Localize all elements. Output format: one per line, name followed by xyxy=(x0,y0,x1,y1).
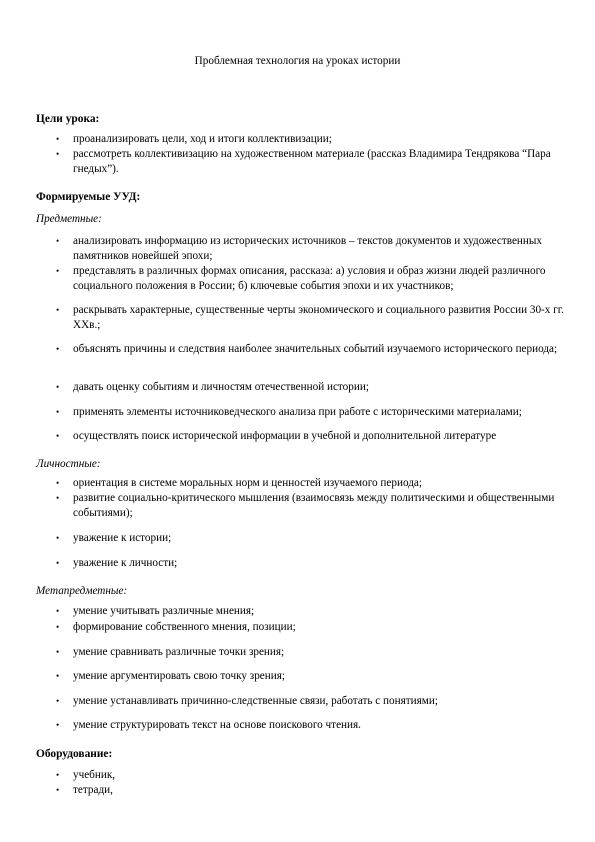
bullet-icon: • xyxy=(56,770,60,780)
bullet-icon: • xyxy=(56,533,60,543)
personal-item: уважение к личности; xyxy=(73,557,178,569)
bullet-icon: • xyxy=(56,236,60,246)
subject-item: анализировать информацию из исторических источников – текстов документов и художественных памятников новейшей эпохи; xyxy=(73,235,543,262)
personal-item: развитие социально-критического мышления (взаимосвязь между политическими и общественными событиями); xyxy=(73,492,555,519)
bullet-icon: • xyxy=(56,344,60,354)
bullet-icon: • xyxy=(56,622,60,632)
bullet-icon: • xyxy=(56,478,60,488)
equipment-item: тетради, xyxy=(73,784,113,796)
bullet-icon: • xyxy=(56,407,60,417)
bullet-icon: • xyxy=(56,382,60,392)
meta-item: формирование собственного мнения, позиции; xyxy=(73,621,296,633)
goals-heading: Цели урока: xyxy=(36,113,100,125)
bullet-icon: • xyxy=(56,305,60,315)
bullet-icon: • xyxy=(56,647,60,657)
goals-item: рассмотреть коллективизацию на художественном материале (рассказ Владимира Тендрякова “Пара гнедых”). xyxy=(73,148,551,175)
meta-item: умение сравнивать различные точки зрения; xyxy=(73,646,285,658)
bullet-icon: • xyxy=(56,266,60,276)
document-title: Проблемная технология на уроках истории xyxy=(194,55,401,67)
subject-label: Предметные: xyxy=(36,213,102,225)
uud-heading: Формируемые УУД: xyxy=(36,191,141,203)
subject-item: применять элементы источниковедческого анализа при работе с историческими материалами; xyxy=(73,406,522,418)
bullet-icon: • xyxy=(56,606,60,616)
meta-label: Метапредметные: xyxy=(36,585,128,597)
meta-item: умение аргументировать свою точку зрения; xyxy=(73,670,285,682)
meta-item: умение структурировать текст на основе поискового чтения. xyxy=(73,719,361,731)
personal-item: уважение к истории; xyxy=(73,532,172,544)
subject-item: представлять в различных формах описания, рассказа: а) условия и образ жизни людей различного социального положения в России; б) ключевые события эпохи и их участников; xyxy=(73,265,546,292)
meta-item: умение устанавливать причинно-следственные связи, работать с понятиями; xyxy=(73,695,438,707)
bullet-icon: • xyxy=(56,671,60,681)
personal-label: Личностные: xyxy=(36,458,101,470)
subject-item: объяснять причины и следствия наиболее значительных событий изучаемого исторического периода; xyxy=(73,343,558,355)
equipment-heading: Оборудование: xyxy=(36,748,113,760)
bullet-icon: • xyxy=(56,785,60,795)
equipment-item: учебник, xyxy=(73,769,116,781)
subject-item: давать оценку событиям и личностям отечественной истории; xyxy=(73,381,369,393)
goals-item: проанализировать цели, ход и итоги коллективизации; xyxy=(73,133,332,145)
meta-item: умение учитывать различные мнения; xyxy=(73,605,255,617)
bullet-icon: • xyxy=(56,431,60,441)
bullet-icon: • xyxy=(56,493,60,503)
bullet-icon: • xyxy=(56,696,60,706)
bullet-icon: • xyxy=(56,558,60,568)
bullet-icon: • xyxy=(56,149,60,159)
bullet-icon: • xyxy=(56,134,60,144)
bullet-icon: • xyxy=(56,720,60,730)
personal-item: ориентация в системе моральных норм и ценностей изучаемого периода; xyxy=(73,477,422,489)
subject-item: осуществлять поиск исторической информации в учебной и дополнительной литературе xyxy=(73,430,497,442)
subject-item: раскрывать характерные, существенные черты экономического и социального развития России 30-х гг. ХХв.; xyxy=(73,304,564,331)
